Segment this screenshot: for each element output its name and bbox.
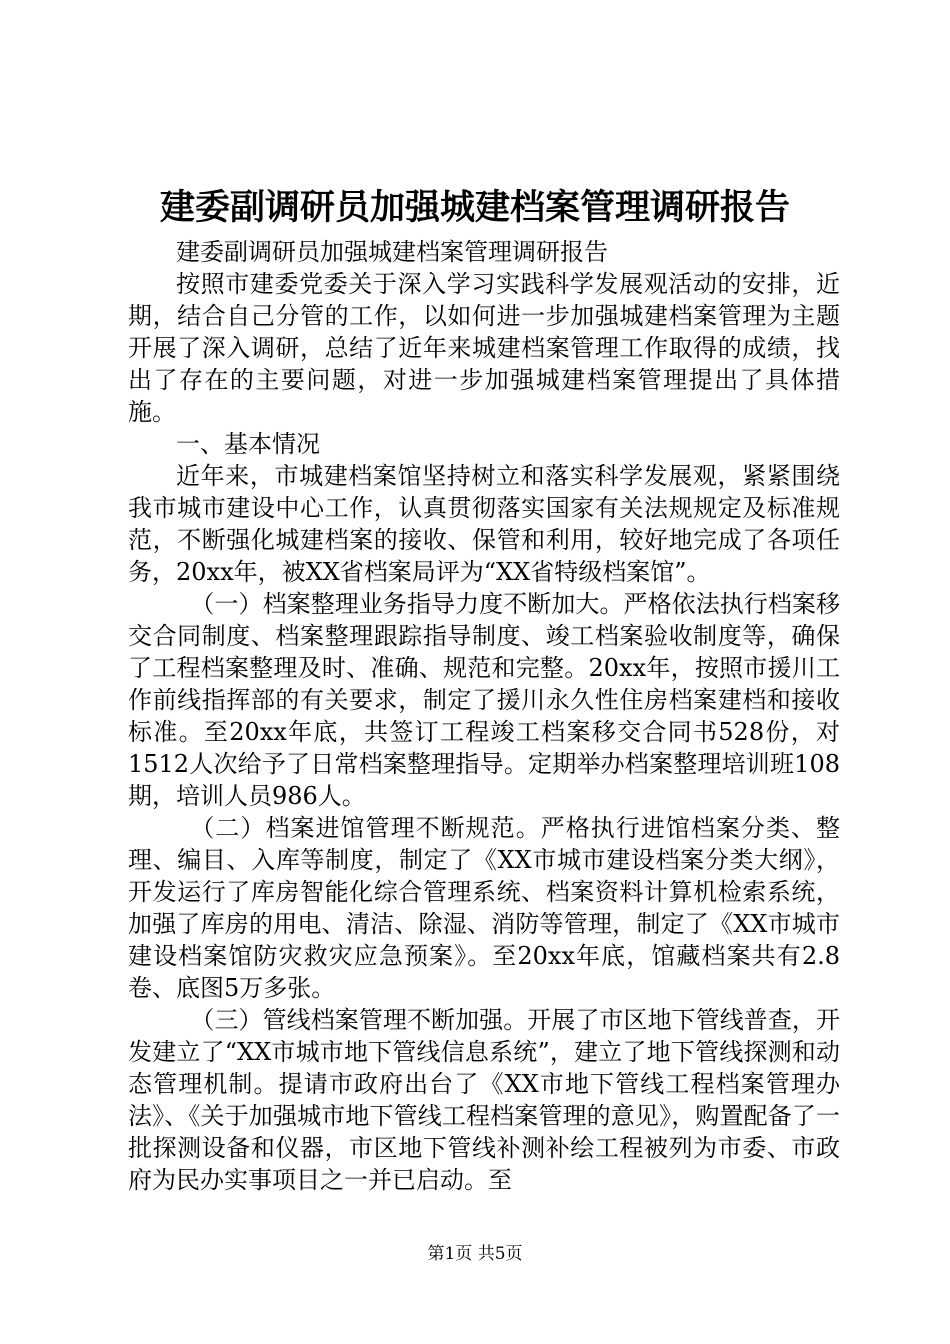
paragraph-subtitle: 建委副调研员加强城建档案管理调研报告 [176, 238, 608, 266]
page-number: 第1页 共5页 [427, 1244, 523, 1264]
section-heading-basic: 一、基本情况 [176, 430, 320, 458]
document-body [128, 236, 840, 1196]
paragraph-item-3: （三）管线档案管理不断加强。开展了市区地下管线普查，开发建立了“XX市城市地下管线信息系统”，建立了地下管线探测和动态管理机制。提请市政府出台了《XX市地下管线工程档案管理办法》、《关于加强城市地下管线工程档案管理的意见》，购置配备了一批探测设备和仪器，市区地下管线补测补绘工程被列为市委、市政府为民办实事项目之一并已启动。至 [128, 1006, 840, 1194]
paragraph-basic-situation: 近年来，市城建档案馆坚持树立和落实科学发展观，紧紧围绕我市城市建设中心工作，认真贯彻落实国家有关法规规定及标准规范，不断强化城建档案的接收、保管和利用，较好地完成了各项任务，20xx年，被XX省档案局评为“XX省特级档案馆”。 [128, 462, 840, 586]
document-title: 建委副调研员加强城建档案管理调研报告 [159, 187, 790, 228]
paragraph-item-1: （一）档案整理业务指导力度不断加大。严格依法执行档案移交合同制度、档案整理跟踪指导制度、竣工档案验收制度等，确保了工程档案整理及时、准确、规范和完整。20xx年，按照市援川工作前线指挥部的有关要求，制定了援川永久性住房档案建档和接收标准。至20xx年底，共签订工程竣工档案移交合同书528份，对1512人次给予了日常档案整理指导。定期举办档案整理培训班108期，培训人员986人。 [128, 590, 840, 810]
paragraph-item-2: （二）档案进馆管理不断规范。严格执行进馆档案分类、整理、编目、入库等制度，制定了《XX市城市建设档案分类大纲》，开发运行了库房智能化综合管理系统、档案资料计算机检索系统，加强了库房的用电、清洁、除湿、消防等管理，制定了《XX市城市建设档案馆防灾救灾应急预案》。至20xx年底，馆藏档案共有2.8卷、底图5万多张。 [128, 814, 840, 1002]
paragraph-intro: 按照市建委党委关于深入学习实践科学发展观活动的安排，近期，结合自己分管的工作，以如何进一步加强城建档案管理为主题开展了深入调研，总结了近年来城建档案管理工作取得的成绩，找出了存在的主要问题，对进一步加强城建档案管理提出了具体措施。 [128, 270, 840, 426]
